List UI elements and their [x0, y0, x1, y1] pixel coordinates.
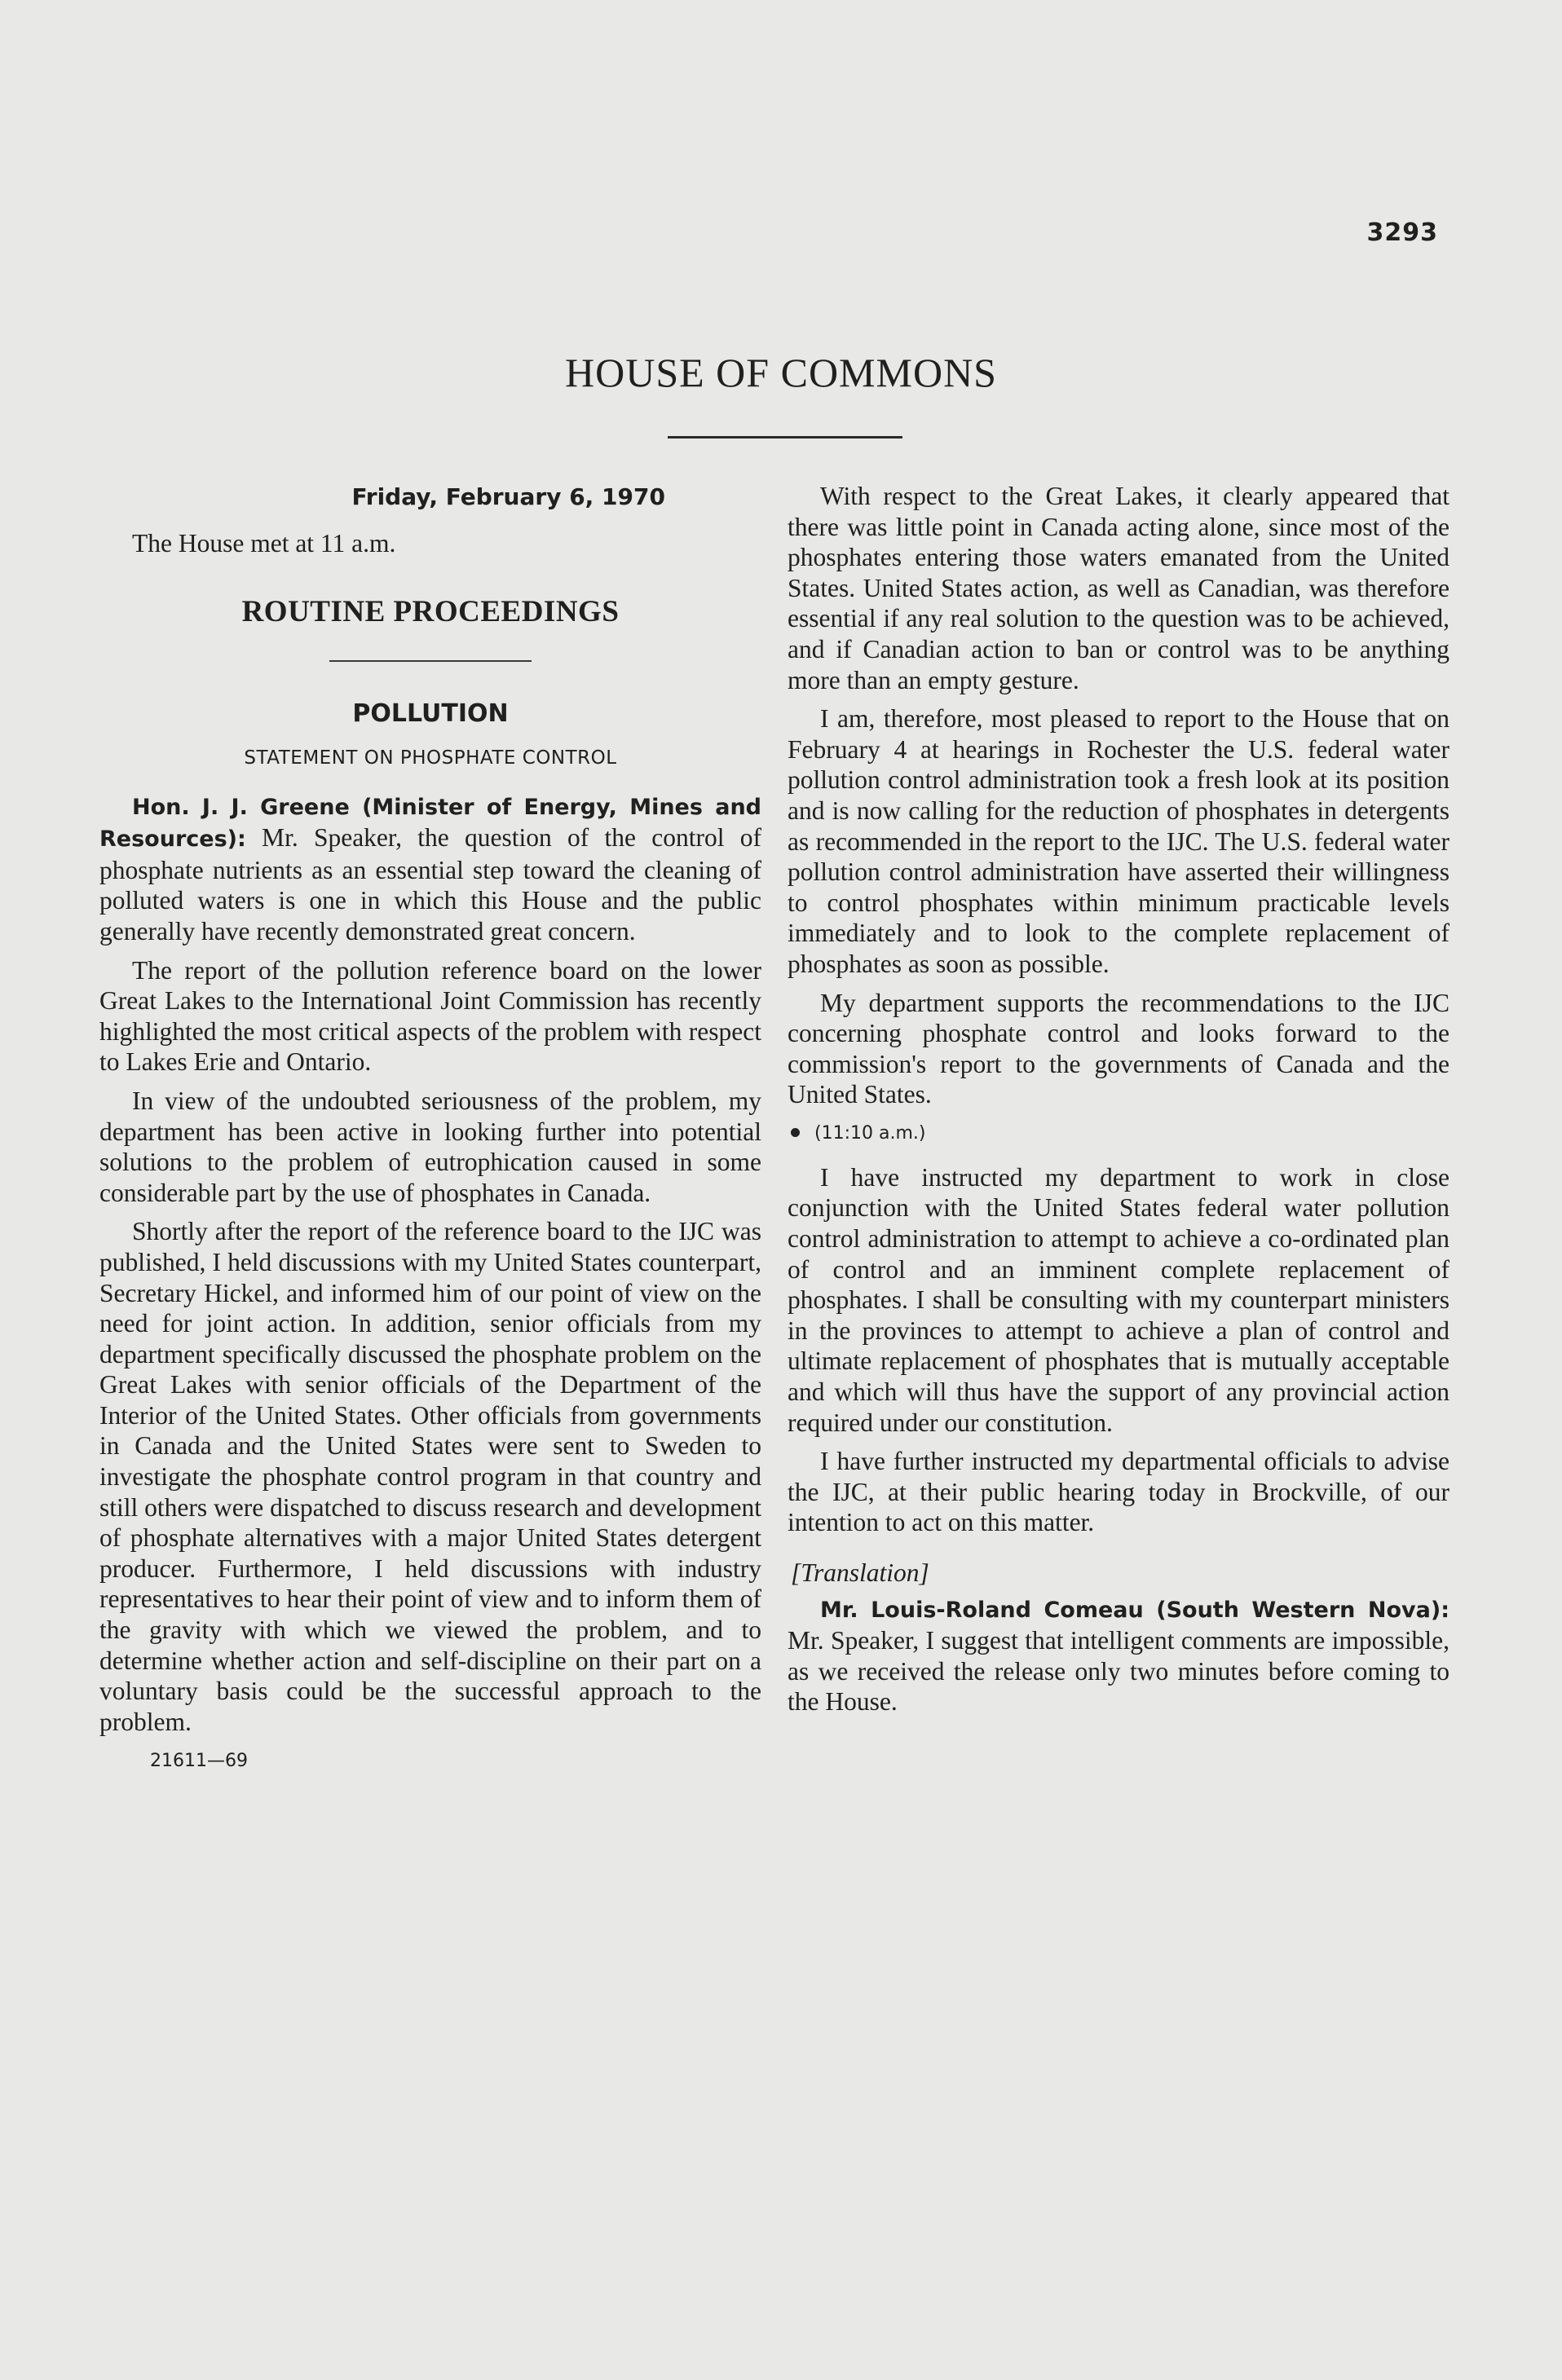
left-column — [99, 481, 761, 1778]
great-lakes-paragraph: With respect to the Great Lakes, it clearly appeared that there was little point in Canada acting alone, since most of the phosphates entering those waters emanated from the United States. United States action, as well as Canadian, was therefore essential if any real solution to the question was to be achieved, and if Canadian action to ban or control was to be anything more than an empty gesture. — [788, 482, 1449, 694]
right-column — [788, 481, 1449, 1726]
paragraph-text: Mr. Speaker, I suggest that intelligent comments are impossible, as we received the release only two minutes before coming to the House. — [788, 1626, 1449, 1717]
bullet-icon — [791, 1128, 800, 1137]
journal-title: HOUSE OF COMMONS — [565, 350, 997, 395]
meeting-time: The House met at 11 a.m. — [132, 529, 396, 558]
heading-rule — [329, 660, 532, 662]
speaker-name: Hon. J. J. Greene (Minister of Energy, Mines and Resources): — [99, 794, 761, 853]
recommendations-paragraph: My department supports the recommendations to the IJC concerning phosphate control and looks forward to the commission's report to the governments of Canada and the United States. — [788, 988, 1449, 1109]
rochester-paragraph: I am, therefore, most pleased to report to the House that on February 4 at hearings in Rochester the U.S. federal water pollution control administration took a fresh look at its position and is now calling for the reduction of phosphates in detergents as recommended in the report to the IJC. The U.S. federal water pollution control administration have asserted their willingness to control phosphates within minimum practicable levels immediately and to look to the complete replacement of phosphates as soon as possible. — [788, 704, 1449, 978]
brockville-paragraph: I have further instructed my departmental officials to advise the IJC, at their public hearing today in Brockville, of our intention to act on this matter. — [788, 1447, 1449, 1537]
translation-note: [Translation] — [791, 1558, 929, 1587]
paragraph-text: Mr. Speaker, the question of the control of phosphate nutrients as an essential step toward the cleaning of polluted waters is one in which this House and the public generally have recently demonstrated great concern. — [99, 823, 761, 945]
statement-heading: STATEMENT ON PHOSPHATE CONTROL — [244, 747, 617, 769]
section-heading: ROUTINE PROCEEDINGS — [241, 594, 620, 628]
time-marker — [788, 1118, 1449, 1149]
speaker-name: Mr. Louis-Roland Comeau (South Western Nova): — [820, 1597, 1449, 1623]
sitting-date: Friday, February 6, 1970 — [351, 483, 665, 510]
discussions-paragraph: Shortly after the report of the reference board to the IJC was published, I held discussions with my United States counterpart, Secretary Hickel, and informed him of our point of view on the need for joint action. In addition, senior officials from my department specifically discussed the phosphate problem on the Great Lakes with senior officials of the Department of the Interior of the United States. Other officials from governments in Canada and the United States were sent to Sweden to investigate the phosphate control program in that country and still others were dispatched to discuss research and development of phosphate alternatives with a major United States detergent producer. Furthermore, I held discussions with industry representatives to hear their point of view and to inform them of the gravity with which we viewed the problem, and to determine whether action and self-discipline on their part on a voluntary basis could be the successful approach to the problem. — [99, 1217, 761, 1736]
greene-statement-paragraph — [99, 791, 761, 947]
seriousness-paragraph: In view of the undoubted seriousness of the problem, my department has been active in looking further into potential solutions to the problem of eutrophication caused in some considerable part by the use of phosphates in Canada. — [99, 1086, 761, 1207]
time-marker-text: (11:10 a.m.) — [814, 1122, 926, 1144]
print-code: 21611—69 — [150, 1751, 248, 1772]
report-paragraph: The report of the pollution reference board on the lower Great Lakes to the International Joint Commission has recently highlighted the most critical aspects of the problem with respect to Lakes Erie and Ontario. — [99, 955, 761, 1077]
instructions-paragraph: I have instructed my department to work in close conjunction with the United States federal water pollution control administration to attempt to achieve a co-ordinated plan of control and an imminent complete replacement of phosphates. I shall be consulting with my counterpart ministers in the provinces to attempt to achieve a plan of control and ultimate replacement of phosphates that is mutually acceptable and which will thus have the support of any provincial action required under our constitution. — [788, 1162, 1449, 1437]
page-number: 3293 — [1366, 218, 1438, 247]
title-rule — [668, 436, 902, 439]
comeau-paragraph — [788, 1593, 1449, 1717]
subject-heading: POLLUTION — [352, 699, 509, 728]
